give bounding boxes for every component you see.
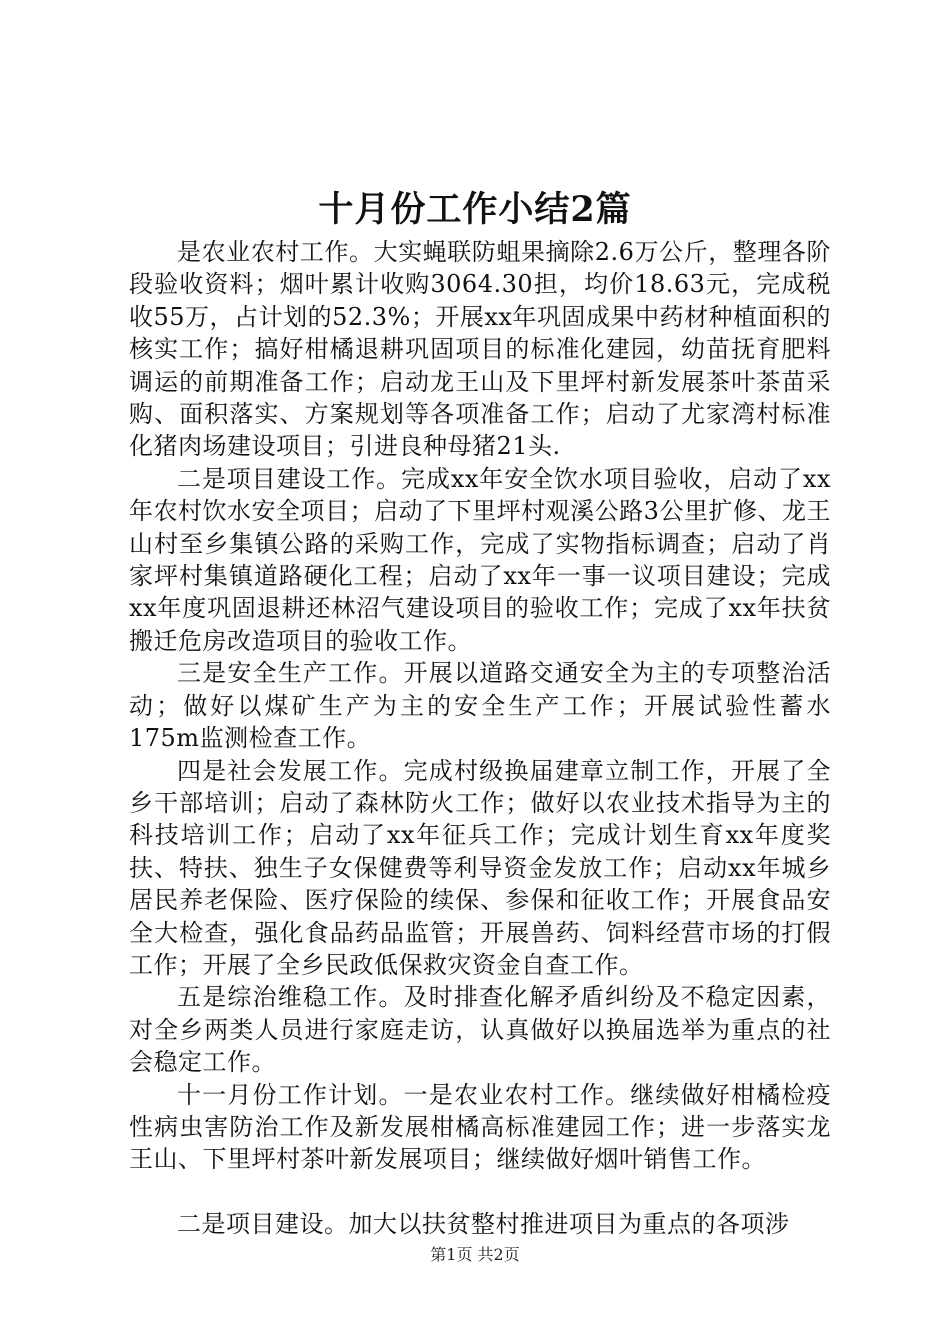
paragraph-agriculture: 是农业农村工作。大实蝇联防蛆果摘除2.6万公斤，整理各阶段验收资料；烟叶累计收购3064.30担，均价18.63元，完成税收55万，占计划的52.3%；开展xx年巩固成果中药材种植面积的核实工作；搞好柑橘退耕巩固项目的标准化建园，幼苗抚育肥料调运的前期准备工作；启动龙王山及下里坪村新发展茶叶茶苗采购、面积落实、方案规划等各项准备工作；启动了尤家湾村标准化猪肉场建设项目；引进良种母猪21头. (129, 238, 831, 461)
paragraph-project-plan: 二是项目建设。加大以扶贫整村推进项目为重点的各项涉 (177, 1209, 790, 1238)
paragraph-november-plan: 十一月份工作计划。一是农业农村工作。继续做好柑橘检疫性病虫害防治工作及新发展柑橘高标准建园工作；进一步落实龙王山、下里坪村茶叶新发展项目；继续做好烟叶销售工作。 (129, 1080, 831, 1174)
paragraph-stability: 五是综治维稳工作。及时排查化解矛盾纠纷及不稳定因素，对全乡两类人员进行家庭走访，认真做好以换届选举为重点的社会稳定工作。 (129, 983, 831, 1077)
paragraph-social-development: 四是社会发展工作。完成村级换届建章立制工作，开展了全乡干部培训；启动了森林防火工作；做好以农业技术指导为主的科技培训工作；启动了xx年征兵工作；完成计划生育xx年度奖扶、特扶、独生子女保健费等利导资金发放工作；启动xx年城乡居民养老保险、医疗保险的续保、参保和征收工作；开展食品安全大检查，强化食品药品监管；开展兽药、饲料经营市场的打假工作；开展了全乡民政低保救灾资金自查工作。 (129, 756, 831, 979)
paragraph-safety-production: 三是安全生产工作。开展以道路交通安全为主的专项整治活动；做好以煤矿生产为主的安全生产工作；开展试验性蓄水175m监测检查工作。 (129, 659, 831, 753)
paragraph-project-construction: 二是项目建设工作。完成xx年安全饮水项目验收，启动了xx年农村饮水安全项目；启动了下里坪村观溪公路3公里扩修、龙王山村至乡集镇公路的采购工作，完成了实物指标调查；启动了肖家坪村集镇道路硬化工程；启动了xx年一事一议项目建设；完成xx年度巩固退耕还林沼气建设项目的验收工作；完成了xx年扶贫搬迁危房改造项目的验收工作。 (129, 464, 831, 655)
document-title: 十月份工作小结2篇 (318, 189, 632, 230)
page-number-footer: 第1页 共2页 (430, 1245, 520, 1264)
document-body (129, 236, 831, 1240)
